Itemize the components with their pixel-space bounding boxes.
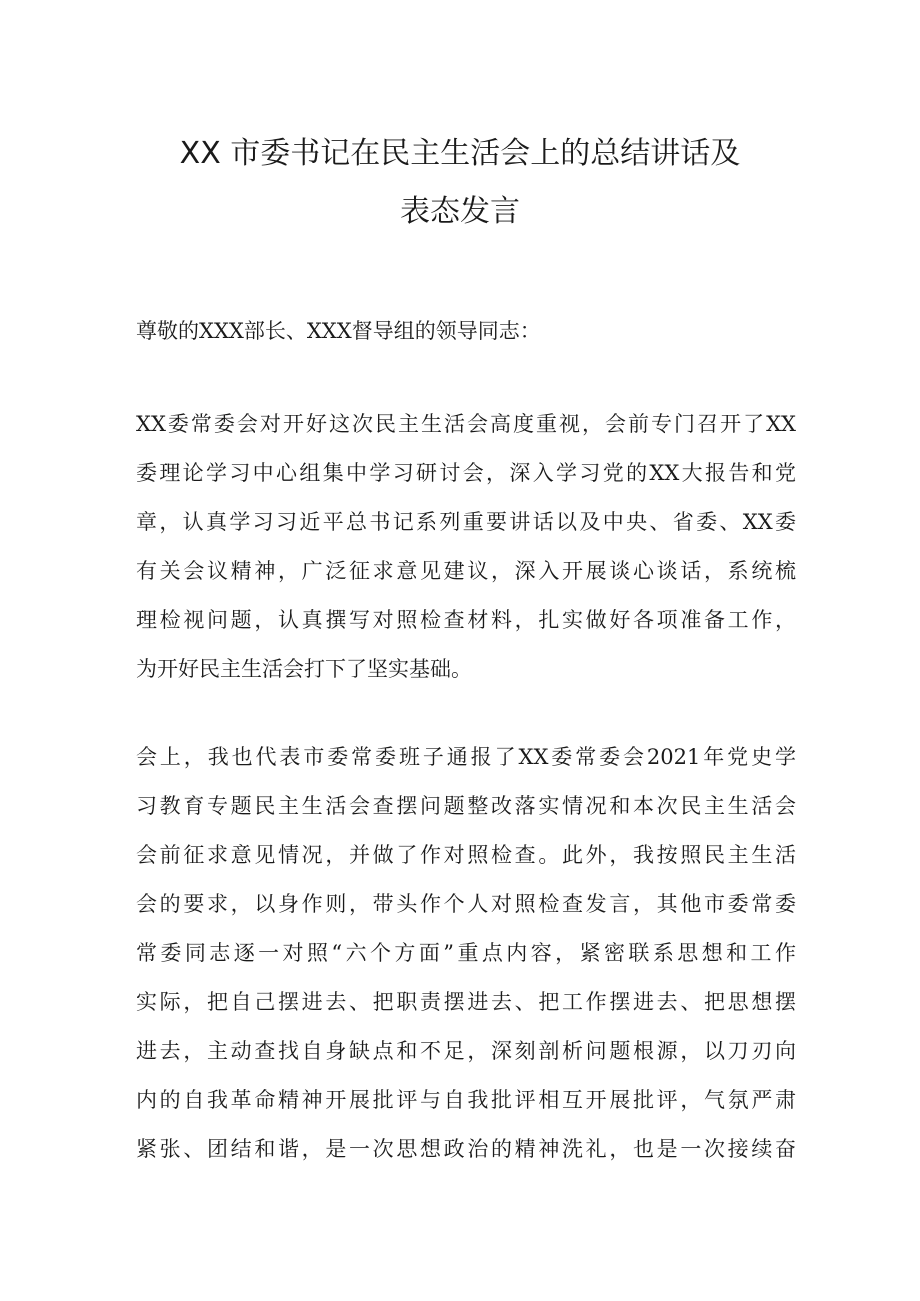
paragraph-1-line: 章，认真学习习近平总书记系列重要讲话以及中央、省委、XX委	[136, 510, 796, 534]
paragraph-2-line: 内的自我革命精神开展批评与自我批评相互开展批评，气氛严肃	[136, 1088, 796, 1112]
paragraph-2-line: 会前征求意见情况，并做了作对照检查。此外，我按照民主生活	[136, 843, 796, 867]
paragraph-1	[136, 400, 796, 694]
paragraph-1-line: 理检视问题，认真撰写对照检查材料，扎实做好各项准备工作，	[136, 608, 796, 632]
paragraph-2-line: 习教育专题民主生活会查摆问题整改落实情况和本次民主生活会	[136, 794, 796, 818]
paragraph-2-line: 常委同志逐一对照“六个方面”重点内容，紧密联系思想和工作	[136, 941, 796, 965]
paragraph-2	[136, 733, 796, 1174]
document-title-line-1: XX 市委书记在民主生活会上的总结讲话及	[179, 136, 741, 171]
paragraph-2-line: 进去，主动查找自身缺点和不足，深刻剖析问题根源，以刀刃向	[136, 1039, 796, 1063]
paragraph-1-line: XX委常委会对开好这次民主生活会高度重视，会前专门召开了XX	[136, 412, 796, 436]
document-title-line-2: 表态发言	[400, 194, 520, 229]
paragraph-1-line: 为开好民主生活会打下了坚实基础。	[136, 657, 472, 681]
paragraph-1-line: 委理论学习中心组集中学习研讨会，深入学习党的XX大报告和党	[136, 461, 796, 485]
paragraph-2-line: 实际，把自己摆进去、把职责摆进去、把工作摆进去、把思想摆	[136, 990, 796, 1014]
paragraph-2-line: 紧张、团结和谐，是一次思想政治的精神洗礼，也是一次接续奋	[136, 1137, 796, 1161]
paragraph-2-line: 会上，我也代表市委常委班子通报了XX委常委会2021年党史学	[136, 745, 796, 769]
paragraph-2-line: 会的要求，以身作则，带头作个人对照检查发言，其他市委常委	[136, 892, 796, 916]
paragraph-1-line: 有关会议精神，广泛征求意见建议，深入开展谈心谈话，系统梳	[136, 559, 796, 583]
greeting	[136, 307, 796, 356]
greeting-text: 尊敬的XXX部长、XXX督导组的领导同志：	[136, 319, 541, 343]
